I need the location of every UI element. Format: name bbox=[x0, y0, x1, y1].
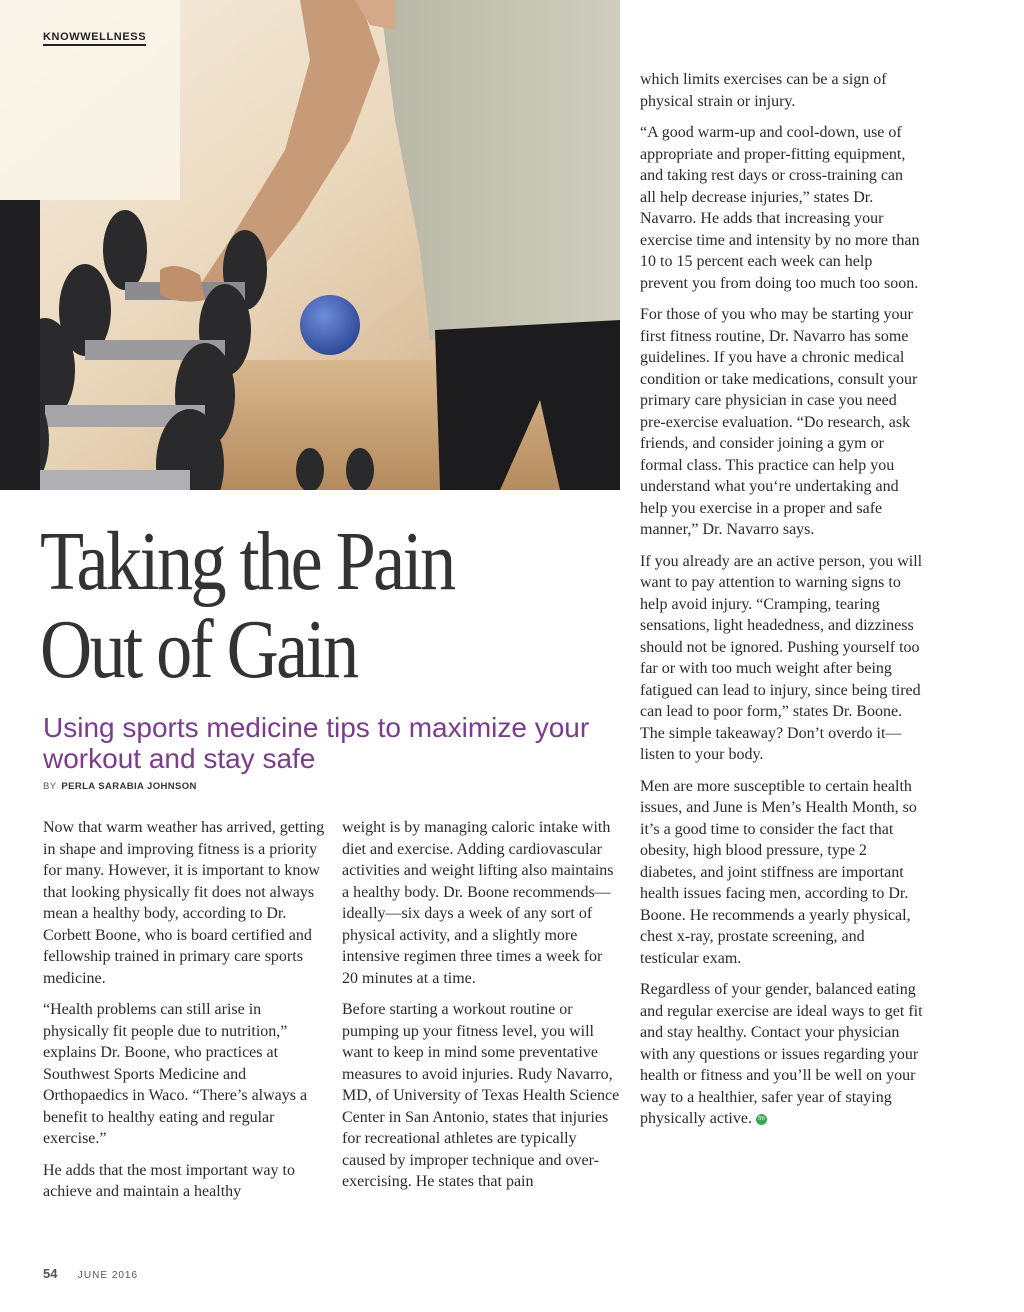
article-column-2 bbox=[342, 817, 622, 1203]
byline bbox=[43, 781, 197, 792]
section-prefix: KNOW bbox=[43, 31, 81, 43]
paragraph: which limits exercises can be a sign of physical strain or injury. bbox=[640, 71, 887, 110]
section-name: WELLNESS bbox=[80, 31, 147, 43]
issue-date: JUNE 2016 bbox=[77, 1270, 139, 1281]
paragraph: Before starting a workout routine or pumping up your fitness level, you will want to keep in mind some preventative measures to avoid injuries. Rudy Navarro, MD, of University of Texas Health Science Center in San Antonio, states that injuries for recreational athletes are typically caused by improper technique and over-exercising. He states that pain bbox=[342, 1001, 620, 1190]
headline bbox=[40, 515, 547, 696]
paragraph-final bbox=[640, 979, 923, 1130]
headline-line-1: Taking the Pain bbox=[40, 515, 454, 608]
subtitle: Using sports medicine tips to maximize your workout and stay safe bbox=[43, 712, 590, 774]
byline-author: PERLA SARABIA JOHNSON bbox=[61, 781, 197, 792]
headline-line-2: Out of Gain bbox=[40, 603, 357, 696]
gym-dumbbell-photo bbox=[0, 0, 620, 490]
section-tag bbox=[43, 31, 146, 46]
paragraph: Men are more susceptible to certain health issues, and June is Men’s Health Month, so it’s a good time to consider the fact that obesity, high blood pressure, type 2 diabetes, and joint stiffness are important health issues facing men, according to Dr. Boone. He recommends a yearly physical, chest x-ray, prostate screening, and testicular exam. bbox=[640, 777, 917, 967]
end-mark-icon: fm bbox=[756, 1114, 767, 1125]
paragraph: If you already are an active person, you will want to pay attention to warning signs to help avoid injury. “Cramping, tearing sensations, light headedness, and dizziness should not be ignored. Pushing yourself too far or with too much weight after being fatigued can lead to injury, since being tired can lead to poor form,” states Dr. Boone. The simple takeaway? Don’t overdo it—listen to your body. bbox=[640, 552, 923, 763]
page-number: 54 bbox=[43, 1266, 58, 1281]
paragraph: For those of you who may be starting your first fitness routine, Dr. Navarro has some guidelines. If you have a chronic medical condition or take medications, consult your primary care physician in case you need pre-exercise evaluation. “Do research, ask friends, and consider joining a gym or formal class. This practice can help you understand what you‘re undertaking and help you exercise in a proper and safe manner,” Dr. Navarro says. bbox=[640, 306, 918, 538]
byline-prefix: BY bbox=[43, 781, 57, 792]
article-column-3 bbox=[640, 69, 923, 1140]
paragraph: weight is by managing caloric intake with diet and exercise. Adding cardiovascular activities and weight lifting also maintains a healthy body. Dr. Boone recommends—ideally—six days a week of any sort of physical activity, and a slightly more intensive regimen three times a week for 20 minutes at a time. bbox=[342, 819, 614, 987]
paragraph: “Health problems can still arise in physically fit people due to nutrition,” explains Dr. Boone, who practices at Southwest Sports Medicine and Orthopaedics in Waco. “There’s always a benefit to healthy eating and regular exercise.” bbox=[43, 1001, 308, 1147]
page-footer bbox=[43, 1265, 138, 1283]
hero-photo bbox=[0, 0, 620, 490]
paragraph: Now that warm weather has arrived, getting in shape and improving fitness is a priority for many. However, it is important to know that looking physically fit does not always mean a healthy body, according to Dr. Corbett Boone, who is board certified and fellowship trained in primary care sports medicine. bbox=[43, 819, 325, 987]
paragraph: He adds that the most important way to achieve and maintain a healthy bbox=[43, 1161, 295, 1200]
final-paragraph-text: Regardless of your gender, balanced eating and regular exercise are ideal ways to get fit and stay healthy. Contact your physician with any questions or issues regarding your health or fitness and you’ll be well on your way to a healthier, safer year of staying physically active. bbox=[640, 981, 923, 1127]
article-column-1 bbox=[43, 817, 326, 1213]
paragraph: “A good warm-up and cool-down, use of appropriate and proper-fitting equipment, and taking rest days or cross-training can all help decrease injuries,” states Dr. Navarro. He adds that increasing your exercise time and intensity by no more than 10 to 15 percent each week can help prevent you from doing too much too soon. bbox=[640, 124, 920, 292]
